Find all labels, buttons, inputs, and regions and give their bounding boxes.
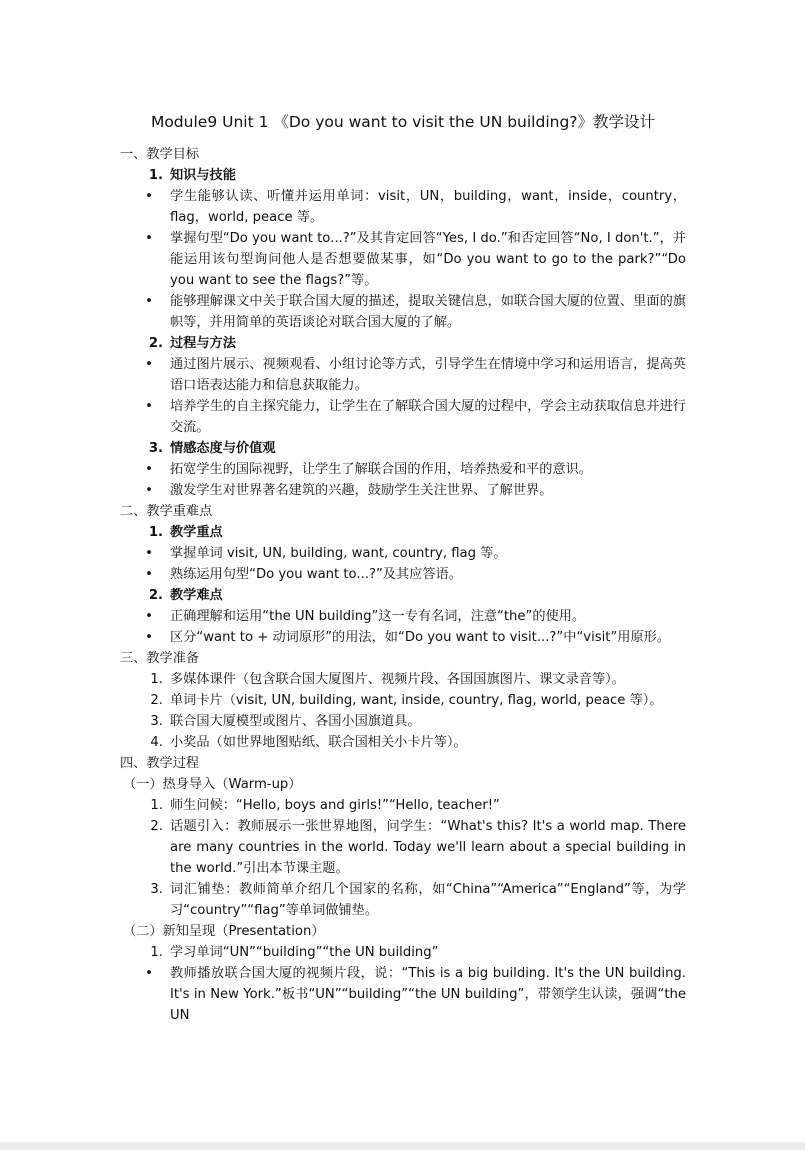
list-item [120, 795, 686, 816]
list-item-text: 教师播放联合国大厦的视频片段，说：“This is a big building. It's the UN building. It's in New York.”板书“UN”“building”“the UN building”，带领学生认读，强调“the UN [170, 966, 686, 1023]
bullet-icon: • [145, 483, 153, 498]
list-item [120, 711, 686, 732]
document-content [120, 110, 686, 1026]
subheading-label: 教学难点 [170, 588, 223, 603]
bullet-icon: • [145, 462, 153, 477]
subheading-number: 1. [148, 525, 163, 540]
list-item-text: 小奖品（如世界地图贴纸、联合国相关小卡片等）。 [170, 735, 467, 750]
list-item [120, 690, 686, 711]
list-item-text: 激发学生对世界著名建筑的兴趣，鼓励学生关注世界、了解世界。 [170, 483, 553, 498]
list-item [120, 942, 686, 963]
subheading-label: 情感态度与价值观 [170, 441, 276, 456]
page-title: Module9 Unit 1 《Do you want to visit the UN building?》教学设计 [150, 113, 656, 131]
list-item-text: 培养学生的自主探究能力，让学生在了解联合国大厦的过程中，学会主动获取信息并进行交流。 [170, 399, 686, 435]
subheading-number: 3. [148, 441, 163, 456]
list-number: 2. [150, 819, 163, 834]
list-item-text: 师生问候：“Hello, boys and girls!”“Hello, teacher!” [170, 798, 500, 813]
section-heading-objectives: 一、教学目标 [120, 147, 200, 162]
list-item-text: 话题引入：教师展示一张世界地图，问学生：“What's this? It's a world map. There are many countries in the world. Today we'll learn about a special building in the world.”引出本节课主题。 [170, 819, 686, 876]
part-heading-presentation: （二）新知呈现（Presentation） [123, 924, 325, 939]
bullet-icon: • [145, 966, 153, 981]
list-item [120, 480, 686, 501]
list-item-text: 通过图片展示、视频观看、小组讨论等方式，引导学生在情境中学习和运用语言，提高英语口语表达能力和信息获取能力。 [170, 357, 686, 393]
list-item [120, 627, 686, 648]
list-item [120, 606, 686, 627]
bullet-icon: • [145, 630, 153, 645]
list-item [120, 186, 686, 228]
list-item-text: 掌握单词 visit, UN, building, want, country, flag 等。 [170, 546, 507, 561]
list-number: 4. [150, 735, 163, 750]
section-heading-process: 四、教学过程 [120, 756, 200, 771]
section-heading-key-points: 二、教学重难点 [120, 504, 213, 519]
subheading-process [120, 333, 686, 354]
bullet-icon: • [145, 189, 153, 204]
bullet-icon: • [145, 357, 153, 372]
list-item-text: 多媒体课件（包含联合国大厦图片、视频片段、各国国旗图片、课文录音等）。 [170, 672, 625, 687]
part-heading-warm-up: （一）热身导入（Warm-up） [123, 777, 302, 792]
list-item-text: 学生能够认读、听懂并运用单词：visit，UN，building，want，inside，country，flag，world, peace 等。 [170, 189, 686, 225]
list-number: 1. [150, 798, 163, 813]
list-item-text: 熟练运用句型“Do you want to...?”及其应答语。 [170, 567, 462, 582]
subheading-knowledge [120, 165, 686, 186]
bullet-icon: • [145, 567, 153, 582]
list-item [120, 879, 686, 921]
list-item-text: 正确理解和运用“the UN building”这一专有名词，注意“the”的使用。 [170, 609, 586, 624]
bullet-icon: • [145, 399, 153, 414]
subheading-label: 知识与技能 [170, 168, 236, 183]
list-item-text: 区分“want to + 动词原形”的用法，如“Do you want to visit...?”中“visit”用原形。 [170, 630, 671, 645]
list-item [120, 459, 686, 480]
list-item [120, 669, 686, 690]
list-item-text: 单词卡片（visit, UN, building, want, inside, country, flag, world, peace 等）。 [170, 693, 663, 708]
subheading-label: 过程与方法 [170, 336, 236, 351]
bullet-icon: • [145, 546, 153, 561]
list-item [120, 564, 686, 585]
subheading-number: 2. [148, 336, 163, 351]
list-number: 3. [150, 882, 163, 897]
bullet-icon: • [145, 294, 153, 309]
list-item [120, 291, 686, 333]
list-number: 1. [150, 672, 163, 687]
list-number: 1. [150, 945, 163, 960]
section-heading-preparation: 三、教学准备 [120, 651, 200, 666]
list-item [120, 963, 686, 1026]
list-number: 2. [150, 693, 163, 708]
list-item-text: 拓宽学生的国际视野，让学生了解联合国的作用，培养热爱和平的意识。 [170, 462, 592, 477]
subheading-key-points [120, 522, 686, 543]
list-item-text: 能够理解课文中关于联合国大厦的描述，提取关键信息，如联合国大厦的位置、里面的旗帜等，并用简单的英语谈论对联合国大厦的了解。 [170, 294, 686, 330]
list-item [120, 816, 686, 879]
subheading-attitude [120, 438, 686, 459]
subheading-number: 1. [148, 168, 163, 183]
list-item [120, 354, 686, 396]
subheading-label: 教学重点 [170, 525, 223, 540]
list-number: 3. [150, 714, 163, 729]
list-item [120, 228, 686, 291]
bullet-icon: • [145, 609, 153, 624]
list-item-text: 掌握句型“Do you want to...?”及其肯定回答“Yes, I do.”和否定回答“No, I don't.”，并能运用该句型询问他人是否想要做某事，如“Do you want to go to the park?”“Do you want to see the flags?”等。 [170, 231, 686, 288]
list-item [120, 396, 686, 438]
subheading-difficulties [120, 585, 686, 606]
list-item-text: 学习单词“UN”“building”“the UN building” [170, 945, 439, 960]
subheading-number: 2. [148, 588, 163, 603]
list-item [120, 543, 686, 564]
list-item-text: 联合国大厦模型或图片、各国小国旗道具。 [170, 714, 421, 729]
list-item [120, 732, 686, 753]
list-item-text: 词汇铺垫：教师简单介绍几个国家的名称，如“China”“America”“England”等，为学习“country”“flag”等单词做铺垫。 [170, 882, 686, 918]
bullet-icon: • [145, 231, 153, 246]
